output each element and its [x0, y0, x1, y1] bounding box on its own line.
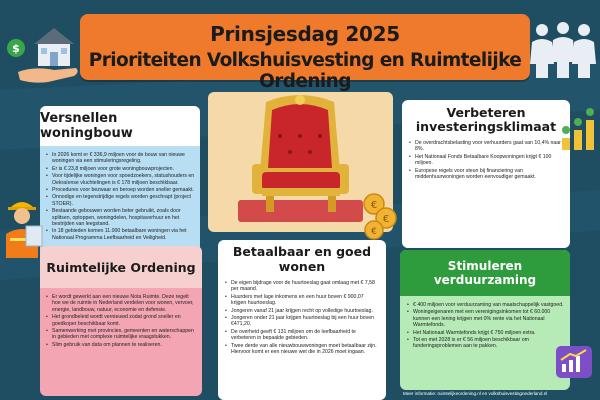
list-item: • Onnodige en tegenstrijdige regels worden geschrapt (project STOER).: [45, 194, 195, 207]
savings-chart-icon: [556, 346, 592, 378]
footer-info: Meer informatie: ruimtelijkeordening.nl en volkshuisvestingnederland.nl: [403, 391, 548, 396]
verduurzaming-list: [400, 296, 570, 350]
betaalbaar-list: [218, 274, 386, 355]
page-subtitle: Prioriteiten Volkshuisvesting en Ruimtelijke Ordening: [88, 50, 522, 92]
svg-text:€: €: [371, 227, 377, 237]
page-header: [80, 14, 530, 92]
list-item: • Jongeren onder 21 jaar krijgen huurtoeslag bij een huur boven €471,20.: [224, 315, 380, 328]
people-icon: [528, 18, 598, 80]
ruimtelijk-card: [40, 246, 202, 396]
page-title: Prinsjesdag 2025: [210, 22, 400, 46]
betaalbaar-title: Betaalbaar en goed wonen: [232, 244, 372, 274]
list-item: • Twee derde van alle nieuwbouwwoningen moet betaalbaar zijn. Hiervoor komt er een nieuwe wet die in 2026 moet ingaan.: [224, 343, 380, 356]
list-item: • Europese regels voor steun bij financiering van middenhuurwoningen worden eenvoudiger gemaakt.: [408, 168, 564, 181]
list-item: • De overheid geeft € 131 miljoen om de leefbaarheid te verbeteren in bepaalde gebieden.: [224, 329, 380, 342]
betaalbaar-card: [218, 240, 386, 400]
investering-title: Verbeteren investeringsklimaat: [415, 105, 557, 134]
woningbouw-list: [40, 146, 200, 241]
list-item: • Procedures voor bezwaar en beroep worden sneller gemaakt.: [45, 187, 195, 193]
list-item: • Slim gebruik van data om plannen te realiseren.: [45, 342, 197, 348]
investering-list: [402, 134, 570, 180]
money-growth-icon: [558, 100, 598, 152]
company-logo: Woningbedrijf Velsen: [278, 391, 348, 398]
woningbouw-title: Versnellen woningbouw: [40, 111, 133, 141]
list-item: • In 18 gebieden komen 11.000 betaalbare woningen via het Nationaal Programma Leefbaarheid en Veiligheid.: [45, 228, 195, 241]
construction-worker-icon: [0, 196, 44, 258]
list-item: • Voor tijdelijke woningen voor spoedzoekers, statushouders en Oekraïense vluchtelingen is € 178 miljoen beschikbaar.: [45, 173, 195, 186]
list-item: • Bestaande gebouwen worden beter gebruikt, zoals door splitsen, optoppen, woningdelen, hospitaverhuur en het bestrijden van leegstand.: [45, 208, 195, 227]
list-item: • Tot en met 2028 is er € 56 miljoen beschikbaar om funderingsproblemen aan te pakken.: [406, 337, 564, 350]
list-item: • Jongeren vanaf 21 jaar krijgen recht op volledige huurtoeslag.: [224, 308, 380, 314]
list-item: • In 2026 komt er € 336,9 miljoen voor de bouw van nieuwe woningen via een stimuleringsregeling.: [45, 152, 195, 165]
verduurzaming-title-line2: verduurzaming: [433, 273, 537, 287]
investering-card: [402, 100, 570, 248]
list-item: • Het Nationaal Fonds Betaalbare Koopwoningen krijgt € 100 miljoen.: [408, 154, 564, 167]
ruimtelijk-title: Ruimtelijke Ordening: [46, 259, 196, 275]
list-item: • Er is € 23,8 miljoen voor grote woningbouwprojecten.: [45, 166, 195, 172]
list-item: • Huurders met lage inkomens en een huur boven € 900,07 krijgen huurtoeslag.: [224, 294, 380, 307]
house-in-hand-icon: [4, 22, 84, 92]
verduurzaming-header: [400, 250, 570, 296]
list-item: • Woningeigenaren met een verenigingsinkomen tot € 60.000 kunnen een lening krijgen met 0% rente via het Nationaal Warmtefonds.: [406, 309, 564, 328]
list-item: • Er wordt gewerkt aan een nieuwe Nota Ruimte. Deze regelt hoe we de ruimte in Nederland verdelen voor wonen, vervoer, energie, landbouw, natuur, economie en defensie.: [45, 294, 197, 313]
list-item: • Het grondbeleid wordt vernieuwd zodat grond sneller en goedkoper beschikbaar komt.: [45, 314, 197, 327]
svg-text:€: €: [370, 200, 378, 211]
verduurzaming-title-line1: Stimuleren: [447, 259, 523, 273]
ruimtelijk-list: [40, 288, 202, 348]
list-item: • Het Nationaal Warmtefonds krijgt € 750 miljoen extra.: [406, 330, 564, 336]
woningbouw-card: [40, 106, 200, 258]
woningbouw-header: [40, 106, 200, 146]
svg-text:$: $: [12, 42, 20, 55]
svg-text:€: €: [382, 214, 390, 225]
coins-icon: [360, 192, 400, 240]
list-item: • De overdrachtsbelasting voor verhuurders gaat van 10,4% naar 8%.: [408, 140, 564, 153]
list-item: • Samenwerking met provincies, gemeenten en waterschappen in gebieden met complexe ruimtelijke vraagstukken.: [45, 328, 197, 341]
verduurzaming-card: [400, 250, 570, 390]
list-item: • € 400 miljoen voor verduurzaming van maatschappelijk vastgoed.: [406, 302, 564, 308]
list-item: • De eigen bijdrage voor de huurtoeslag gaat omlaag met € 7,58 per maand.: [224, 280, 380, 293]
ruimtelijk-header: [40, 246, 202, 288]
